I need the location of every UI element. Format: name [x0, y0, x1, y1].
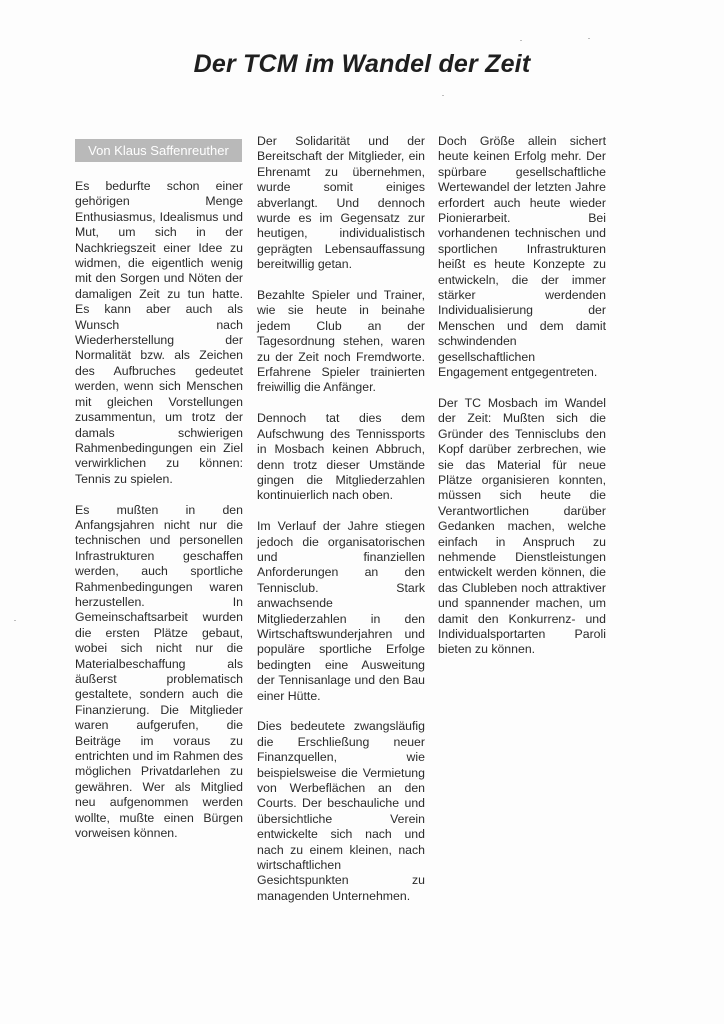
paragraph: Doch Größe allein sichert heute keinen Erfolg mehr. Der spürbare gesellschaftliche Wertewandel der letzten Jahre erfordert auch heute wieder Pionierarbeit. Bei vorhandenen technischen und sportlichen Infrastrukturen heißt es heute Konzepte zu entwickeln, die der immer stärker werdenden Individualisierung der Menschen und dem damit schwindenden gesellschaftlichen Engagement entgegentreten.: [438, 134, 606, 380]
scan-speck: [14, 620, 16, 621]
paragraph: Im Verlauf der Jahre stiegen jedoch die organisatorischen und finanziellen Anforderungen an den Tennisclub. Stark anwachsende Mitgliederzahlen in den Wirtschaftswunderjahren und populäre sportliche Erfolge bedingten eine Ausweitung der Tennisanlage und den Bau einer Hütte.: [257, 519, 425, 703]
paragraph: Es bedurfte schon einer gehörigen Menge Enthusiasmus, Idealismus und Mut, um sich in der Nachkriegszeit einer Idee zu widmen, die eigentlich wenig mit den Sorgen und Nöten der damaligen Zeit zu tun hatte. Es kann aber auch als Wunsch nach Wiederherstellung der Normalität bzw. als Zeichen des Aufbruches gedeutet werden, wenn sich Menschen mit gleichen Vorstellungen zusammentun, um trotz der damals schwierigen Rahmenbedingungen ein Ziel verwirklichen zu können: Tennis zu spielen.: [75, 179, 243, 486]
paragraph: Der Solidarität und der Bereitschaft der Mitglieder, ein Ehrenamt zu übernehmen, wurde somit einiges abverlangt. Und dennoch wurde es im Gegensatz zur heutigen, individualistisch geprägten Lebensauffassung bereitwillig getan.: [257, 134, 425, 272]
paragraph: Es mußten in den Anfangsjahren nicht nur die technischen und personellen Infrastrukturen geschaffen werden, auch sportliche Rahmenbedingungen waren herzustellen. In Gemeinschaftsarbeit wurden die ersten Plätze gebaut, wobei sich nicht nur die Materialbeschaffung als äußerst problematisch gestaltete, sondern auch die Finanzierung. Die Mitglieder waren aufgerufen, die Beiträge im voraus zu entrichten und im Rahmen des möglichen Privatdarlehen zu gewähren. Wer als Mitglied neu aufgenommen werden wollte, mußte einen Bürgen vorweisen können.: [75, 502, 243, 841]
article-column-3: [438, 134, 606, 673]
scan-speck: [442, 95, 444, 96]
paragraph: Der TC Mosbach im Wandel der Zeit: Mußten sich die Gründer des Tennisclubs den Kopf darüber zerbrechen, wie sie das Material für neue Plätze organisieren konnten, müssen sich heute die Verantwortlichen darüber Gedanken machen, welche einfach in Anspruch zu nehmende Dienstleistungen entwickelt werden können, die das Clubleben noch attraktiver und spannender machen, um damit den Konkurrenz- und Individualsportarten Paroli bieten zu können.: [438, 395, 606, 657]
article-title: Der TCM im Wandel der Zeit: [193, 50, 531, 78]
paragraph: Dennoch tat dies dem Aufschwung des Tennissports in Mosbach keinen Abbruch, denn trotz dieser Umstände gingen die Mitgliederzahlen kontinuierlich nach oben.: [257, 411, 425, 503]
author-byline: Von Klaus Saffenreuther: [75, 139, 242, 162]
article-column-2: [257, 134, 425, 920]
scan-speck: [520, 40, 522, 41]
scan-speck: [588, 38, 590, 39]
paragraph: Bezahlte Spieler und Trainer, wie sie heute in beinahe jedem Club an der Tagesordnung stehen, waren zu der Zeit noch Fremdworte. Erfahrene Spieler trainierten freiwillig die Anfänger.: [257, 288, 425, 395]
paragraph: Dies bedeutete zwangsläufig die Erschließung neuer Finanzquellen, wie beispielsweise die Vermietung von Werbeflächen an den Courts. Der beschauliche und übersichtliche Verein entwickelte sich nach und nach zu einem kleinen, nach wirtschaftlichen Gesichtspunkten zu managenden Unternehmen.: [257, 719, 425, 903]
article-column-1: [75, 179, 243, 857]
